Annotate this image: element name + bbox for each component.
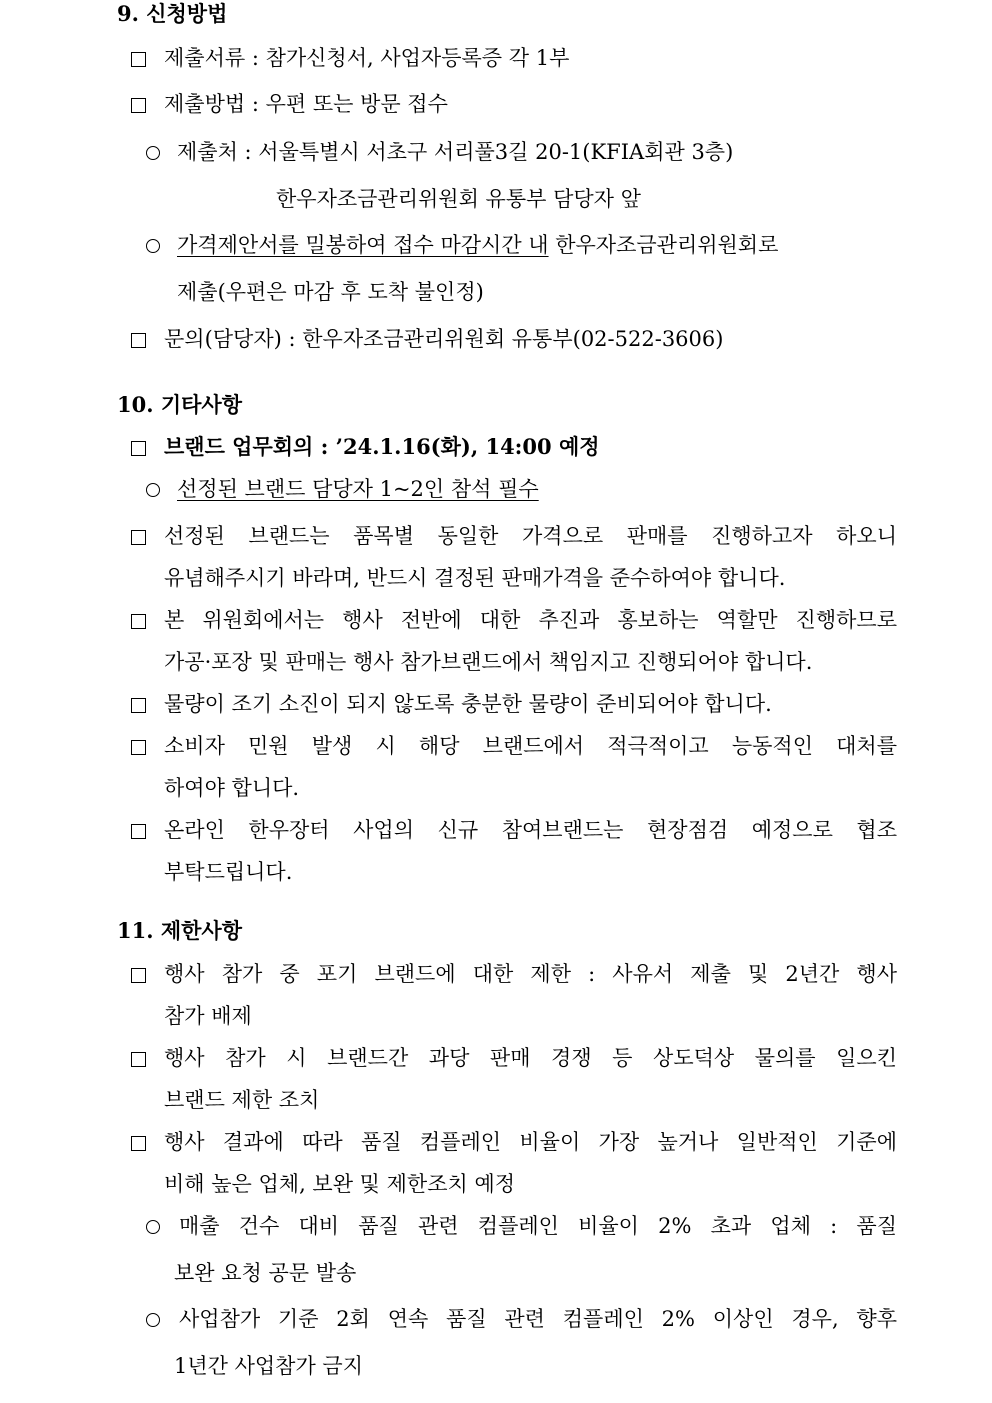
checkbox-square-icon: [131, 1136, 146, 1151]
complaint-over-2pct-continuation-text: 보완 요청 공문 발송: [174, 1261, 357, 1285]
contact-text: 문의(담당자) : 한우자조금관리위원회 유통부(02-522-3606): [164, 327, 724, 351]
quality-complaint-text: 행사 결과에 따라 품질 컴플레인 비율이 가장 높거나 일반적인 기준에: [164, 1130, 897, 1154]
complaint-over-2pct-text: 매출 건수 대비 품질 관련 컴플레인 비율이 2% 초과 업체 : 품질: [179, 1214, 897, 1238]
section-11-heading: 11. 제한사항: [117, 918, 242, 943]
section-9-heading: 9. 신청방법: [117, 1, 228, 26]
withdrawal-restriction-continuation-text: 참가 배제: [164, 1004, 252, 1028]
checkbox-square-icon: [131, 968, 146, 983]
quality-complaint-continuation-text: 비해 높은 업체, 보완 및 제한조치 예정: [164, 1172, 516, 1196]
onsite-inspection-continuation-text: 부탁드립니다.: [164, 860, 293, 884]
checkbox-square-icon: [131, 614, 146, 629]
section-10-heading: 10. 기타사항: [117, 392, 242, 417]
checkbox-square-icon: [131, 824, 146, 839]
bullet-circle-icon: [146, 1313, 160, 1327]
checkbox-square-icon: [131, 740, 146, 755]
checkbox-square-icon: [131, 52, 146, 67]
bullet-circle-icon: [146, 146, 160, 160]
complaint-handling-text: 소비자 민원 발생 시 해당 브랜드에서 적극적이고 능동적인 대처를: [164, 734, 897, 758]
deadline-text: [177, 231, 897, 259]
bullet-circle-icon: [146, 483, 160, 497]
competition-restriction-text: 행사 참가 시 브랜드간 과당 판매 경쟁 등 상도덕상 물의를 일으킨: [164, 1046, 897, 1070]
submit-method-text: 제출방법 : 우편 또는 방문 접수: [164, 92, 448, 116]
checkbox-square-icon: [131, 1052, 146, 1067]
bullet-circle-icon: [146, 239, 160, 253]
submit-place-text: 제출처 : 서울특별시 서초구 서리풀3길 20-1(KFIA회관 3층): [177, 140, 734, 164]
checkbox-square-icon: [131, 98, 146, 113]
committee-role-continuation-text: 가공·포장 및 판매는 행사 참가브랜드에서 책임지고 진행되어야 합니다.: [164, 650, 813, 674]
withdrawal-restriction-text: 행사 참가 중 포기 브랜드에 대한 제한 : 사유서 제출 및 2년간 행사: [164, 962, 897, 986]
same-price-continuation-text: 유념해주시기 바라며, 반드시 결정된 판매가격을 준수하여야 합니다.: [164, 566, 786, 590]
brand-meeting-text: 브랜드 업무회의 : ’24.1.16(화), 14:00 예정: [164, 434, 600, 459]
competition-restriction-continuation-text: 브랜드 제한 조치: [164, 1088, 320, 1112]
consecutive-complaint-continuation-text: 1년간 사업참가 금지: [174, 1354, 363, 1378]
stock-prepare-text: 물량이 조기 소진이 되지 않도록 충분한 물량이 준비되어야 합니다.: [164, 692, 772, 716]
checkbox-square-icon: [131, 698, 146, 713]
bullet-circle-icon: [146, 1220, 160, 1234]
checkbox-square-icon: [131, 333, 146, 348]
submit-place-recipient-text: 한우자조금관리위원회 유통부 담당자 앞: [276, 187, 641, 211]
deadline-underlined-text: 가격제안서를 밀봉하여 접수 마감시간 내: [177, 233, 549, 257]
checkbox-square-icon: [131, 530, 146, 545]
deadline-continuation-text: 제출(우편은 마감 후 도착 불인정): [177, 280, 484, 304]
deadline-rest-text: 한우자조금관리위원회로: [548, 233, 779, 257]
submit-docs-text: 제출서류 : 참가신청서, 사업자등록증 각 1부: [164, 46, 570, 70]
consecutive-complaint-text: 사업참가 기준 2회 연속 품질 관련 컴플레인 2% 이상인 경우, 향후: [179, 1307, 897, 1331]
checkbox-square-icon: [131, 441, 146, 456]
committee-role-text: 본 위원회에서는 행사 전반에 대한 추진과 홍보하는 역할만 진행하므로: [164, 608, 897, 632]
attendance-required-text: 선정된 브랜드 담당자 1~2인 참석 필수: [177, 477, 539, 501]
onsite-inspection-text: 온라인 한우장터 사업의 신규 참여브랜드는 현장점검 예정으로 협조: [164, 818, 897, 842]
same-price-text: 선정된 브랜드는 품목별 동일한 가격으로 판매를 진행하고자 하오니: [164, 524, 897, 548]
complaint-handling-continuation-text: 하여야 합니다.: [164, 776, 300, 800]
